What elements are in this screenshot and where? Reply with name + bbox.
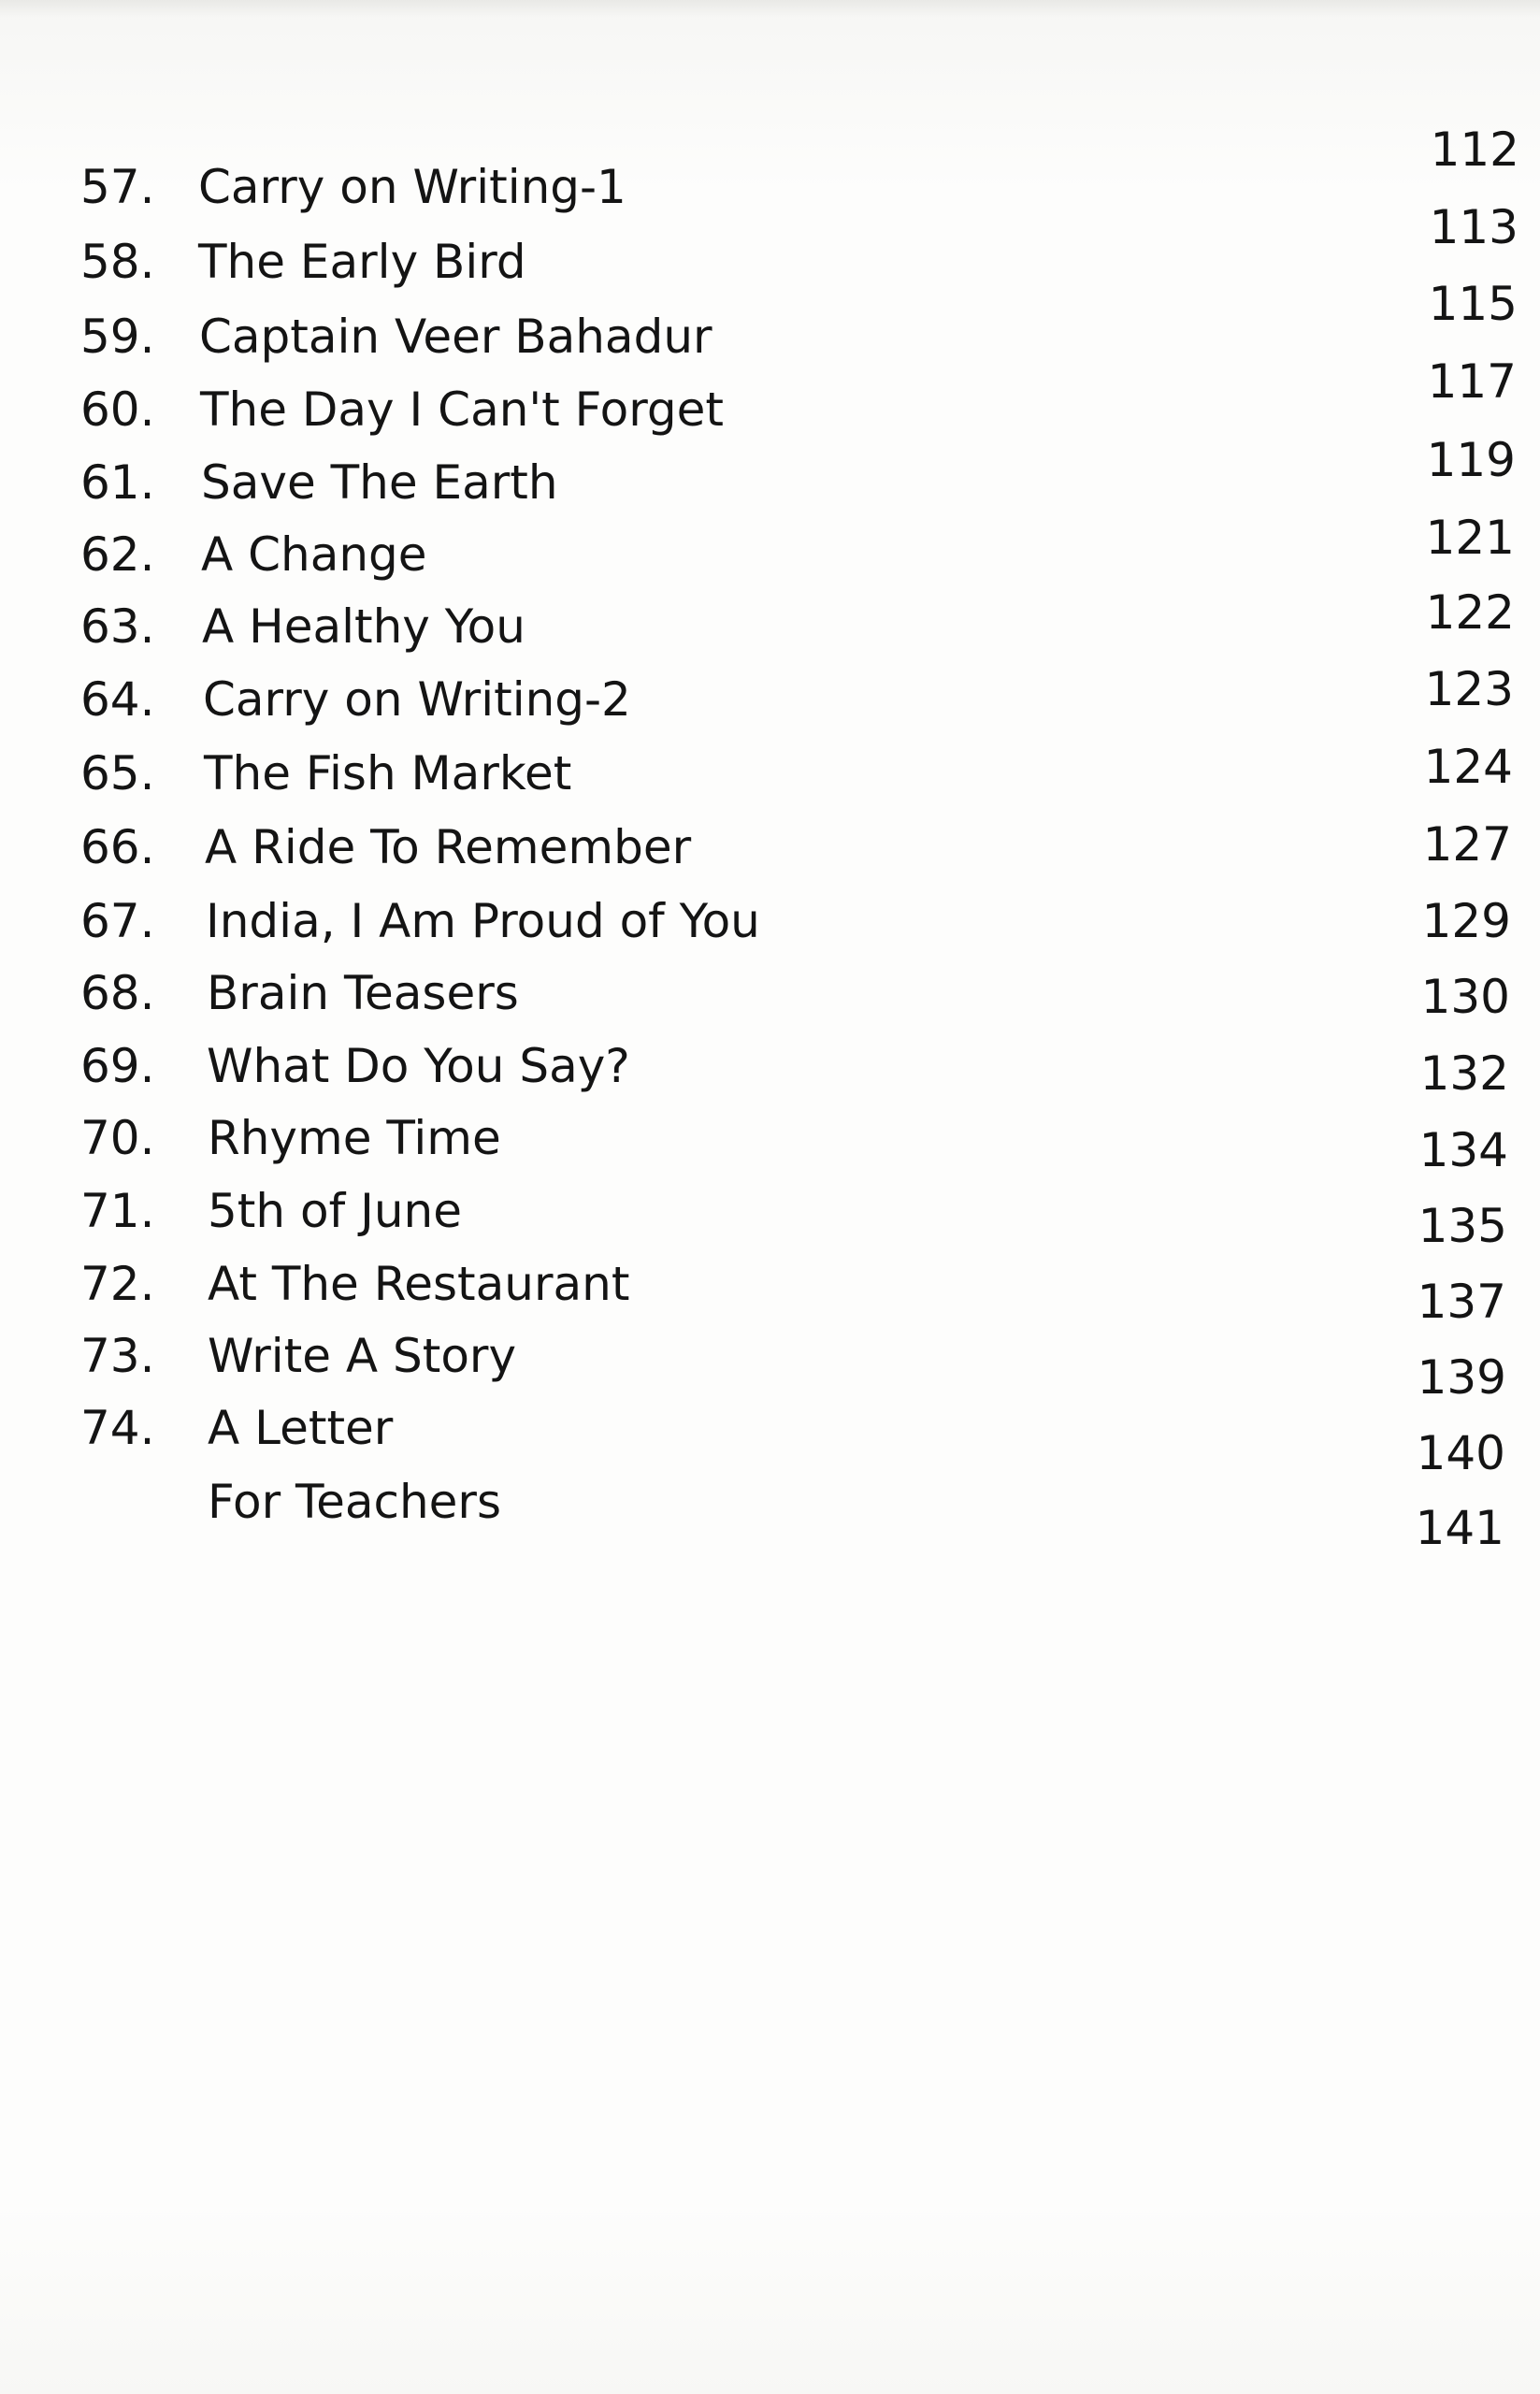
entry-page-number: 137 (1417, 1275, 1506, 1329)
entry-number: 64. (80, 672, 155, 727)
entry-page-number: 124 (1423, 740, 1513, 794)
entry-title: A Change (201, 527, 427, 582)
entry-page-number: 122 (1425, 585, 1515, 640)
entry-title: The Early Bird (198, 235, 526, 289)
entry-title: The Day I Can't Forget (200, 382, 724, 437)
entry-page-number: 140 (1416, 1426, 1505, 1480)
entry-number: 58. (80, 235, 155, 289)
entry-title: The Fish Market (204, 746, 572, 800)
entry-title: India, I Am Proud of You (206, 894, 760, 948)
entry-page-number: 134 (1418, 1123, 1508, 1177)
entry-number: 62. (80, 527, 155, 582)
entry-number: 65. (80, 746, 155, 800)
entry-number: 73. (80, 1329, 155, 1383)
entry-title: Write A Story (208, 1329, 517, 1383)
entry-page-number: 113 (1429, 200, 1518, 254)
entry-page-number: 121 (1425, 511, 1515, 565)
entry-page-number: 129 (1421, 894, 1511, 948)
entry-number: 57. (80, 160, 155, 214)
entry-number: 59. (80, 310, 155, 364)
entry-page-number: 123 (1424, 662, 1514, 716)
entry-page-number: 141 (1415, 1501, 1504, 1555)
entry-number: 61. (80, 455, 155, 510)
entry-title: A Ride To Remember (205, 820, 692, 874)
entry-page-number: 135 (1418, 1199, 1507, 1253)
entry-title: For Teachers (208, 1475, 502, 1529)
entry-title: A Healthy You (202, 599, 525, 654)
entry-number: 69. (80, 1039, 155, 1093)
entry-page-number: 139 (1417, 1350, 1506, 1405)
entry-title: At The Restaurant (208, 1257, 630, 1311)
entry-number: 66. (80, 820, 155, 874)
entry-page-number: 132 (1419, 1046, 1509, 1101)
entry-title: Carry on Writing-1 (198, 160, 626, 214)
entry-number: 70. (80, 1111, 155, 1165)
entry-number: 71. (80, 1184, 155, 1238)
entry-page-number: 117 (1427, 354, 1517, 409)
entry-title: Rhyme Time (208, 1111, 501, 1165)
entry-page-number: 112 (1430, 123, 1519, 177)
entry-number: 72. (80, 1257, 155, 1311)
entry-title: 5th of June (208, 1184, 462, 1238)
entry-number: 68. (80, 966, 155, 1020)
entry-title: What Do You Say? (207, 1039, 630, 1093)
entry-number: 60. (80, 382, 155, 437)
entry-number: 63. (80, 599, 155, 654)
entry-number: 67. (80, 894, 155, 948)
entry-title: Save The Earth (201, 455, 558, 510)
entry-title: A Letter (208, 1401, 394, 1455)
entry-title: Brain Teasers (207, 966, 519, 1020)
entry-page-number: 127 (1422, 817, 1512, 872)
entry-title: Carry on Writing-2 (203, 672, 631, 727)
entry-page-number: 115 (1428, 277, 1518, 331)
entry-number: 74. (80, 1401, 155, 1455)
entry-page-number: 130 (1420, 970, 1510, 1024)
entry-title: Captain Veer Bahadur (199, 310, 712, 364)
entry-page-number: 119 (1426, 433, 1516, 487)
